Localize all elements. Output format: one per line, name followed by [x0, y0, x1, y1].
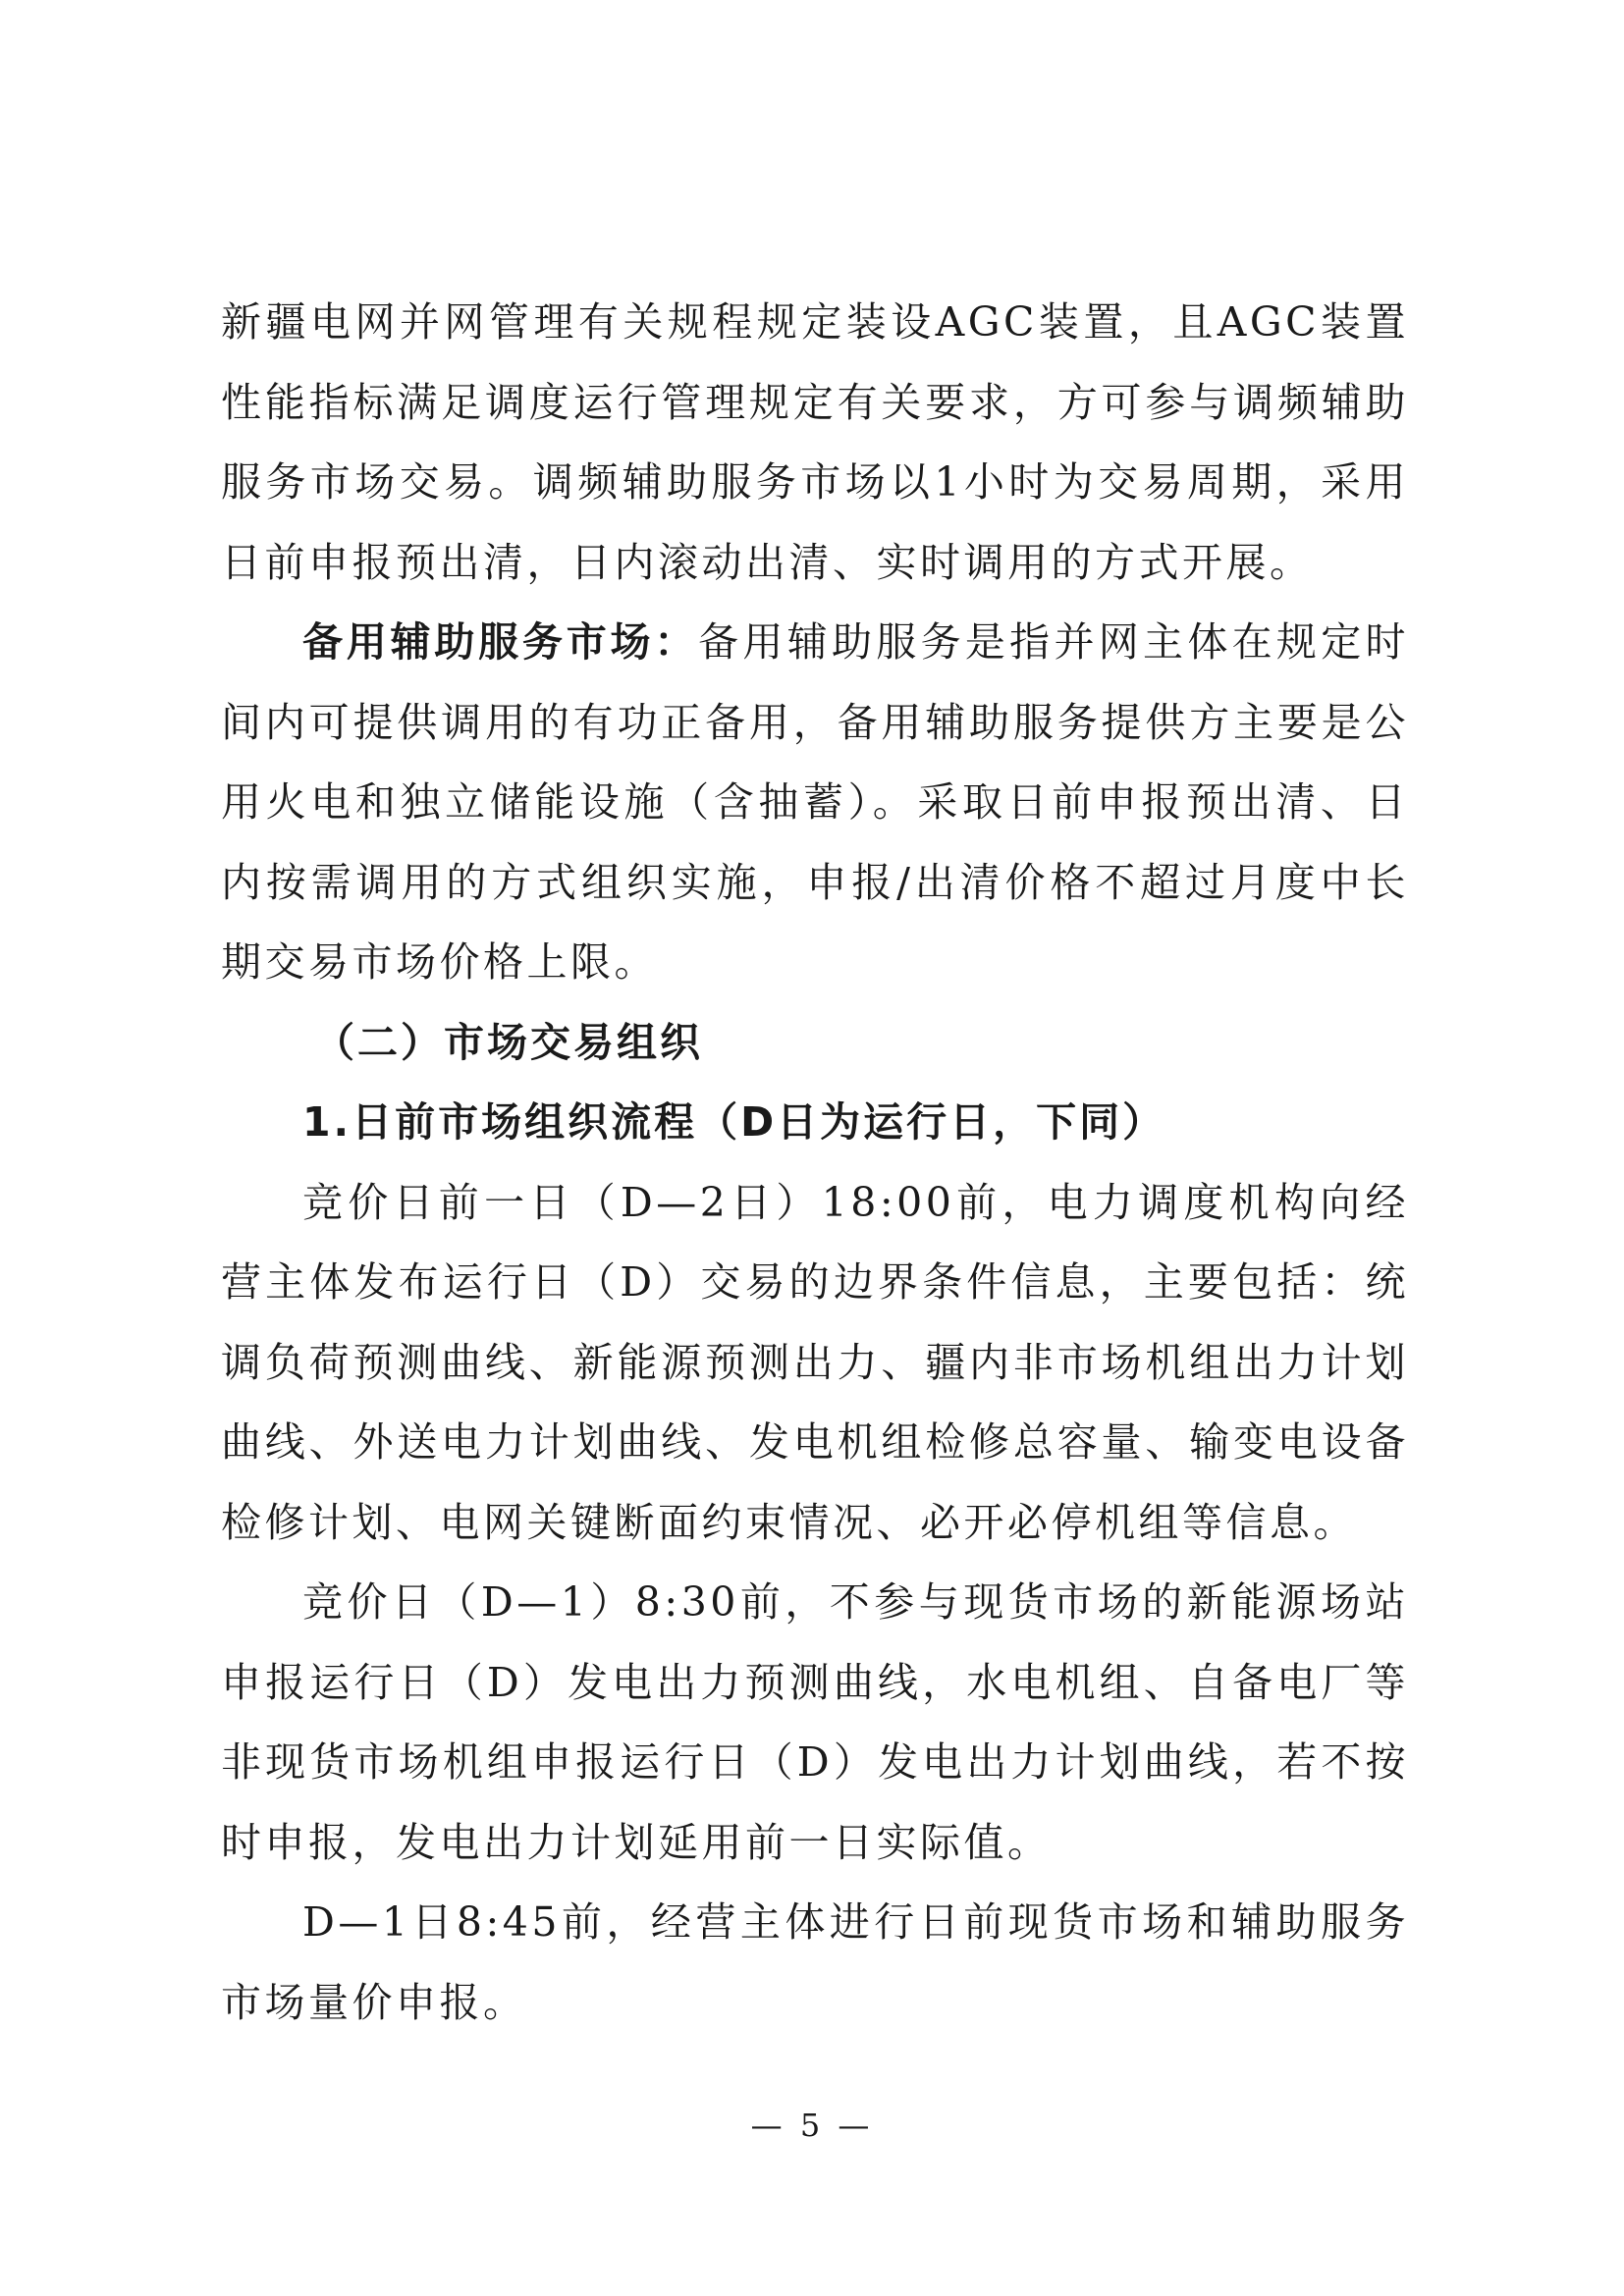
subsection-heading-day-ahead-process: 1.日前市场组织流程（D日为运行日，下同） [302, 1098, 1166, 1146]
page-number: — 5 — [750, 2107, 874, 2144]
reserve-service-body: 备用辅助服务是指并网主体在规定时间内可提供调用的有功正备用，备用辅助服务提供方主要是公用火电和独立储能设施（含抽蓄）。采取日前申报预出清、日内按需调用的方式组织实施，申报/出清价格不超过月度中长期交易市场价格上限。 [221, 618, 1409, 986]
section-heading-market-organization: （二）市场交易组织 [314, 1018, 703, 1066]
reserve-service-lead: 备用辅助服务市场： [302, 618, 699, 666]
document-body [221, 283, 1409, 2043]
paragraph-reserve-service [221, 603, 1409, 1003]
paragraph-quantity-price-declaration: D—1日8:45前，经营主体进行日前现货市场和辅助服务市场量价申报。 [221, 1898, 1409, 2026]
paragraph-non-spot-declaration: 竞价日（D—1）8:30前，不参与现货市场的新能源场站申报运行日（D）发电出力预测曲线，水电机组、自备电厂等非现货市场机组申报运行日（D）发电出力计划曲线，若不按时申报，发电出力计划延用前一日实际值。 [221, 1578, 1409, 1866]
paragraph-boundary-conditions: 竞价日前一日（D—2日）18:00前，电力调度机构向经营主体发布运行日（D）交易的边界条件信息，主要包括：统调负荷预测曲线、新能源预测出力、疆内非市场机组出力计划曲线、外送电力计划曲线、发电机组检修总容量、输变电设备检修计划、电网关键断面约束情况、必开必停机组等信息。 [221, 1178, 1409, 1546]
paragraph-agc-requirements: 新疆电网并网管理有关规程规定装设AGC装置，且AGC装置性能指标满足调度运行管理规定有关要求，方可参与调频辅助服务市场交易。调频辅助服务市场以1小时为交易周期，采用日前申报预出清，日内滚动出清、实时调用的方式开展。 [221, 298, 1409, 586]
